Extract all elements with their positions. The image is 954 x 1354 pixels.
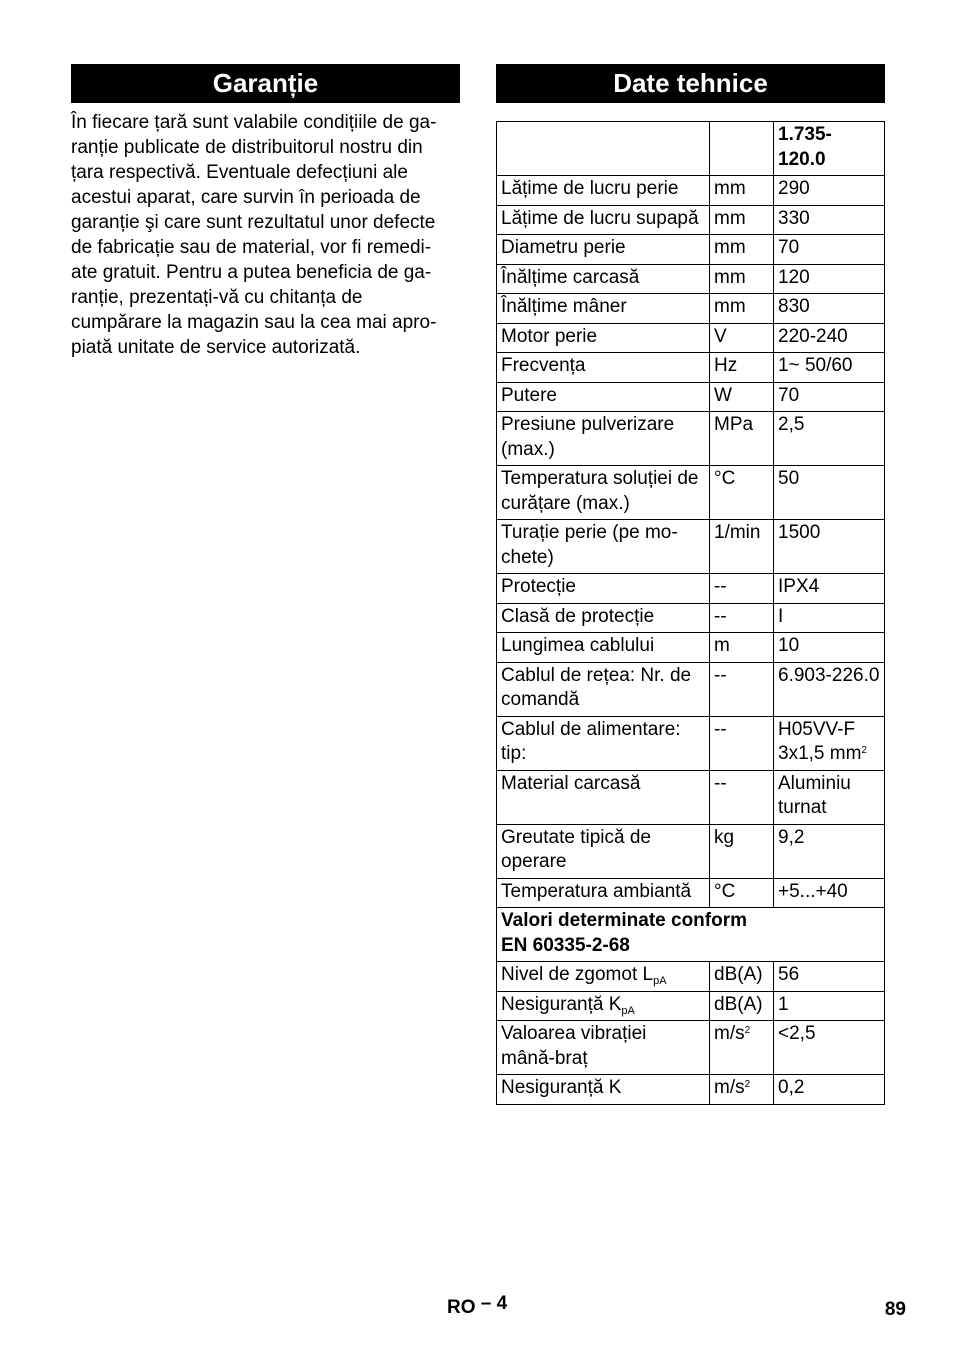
noise-param-subscript: pA <box>621 1004 635 1017</box>
spec-unit-cell: mm <box>710 294 774 324</box>
spec-unit-cell: mm <box>710 235 774 265</box>
spec-param-cell: Motor perie <box>497 323 710 353</box>
spec-param-cell: Înălțime mâner <box>497 294 710 324</box>
spec-row <box>497 176 885 206</box>
spec-value-cell: +5...+40 <box>774 878 885 908</box>
noise-unit-cell <box>710 991 774 1021</box>
garantie-heading: Garanție <box>71 64 460 103</box>
noise-row <box>497 991 885 1021</box>
technical-data-table <box>496 121 885 1105</box>
noise-unit-label: dB(A) <box>714 964 763 985</box>
spec-row <box>497 716 885 770</box>
spec-value-cell: 10 <box>774 633 885 663</box>
spec-row <box>497 662 885 716</box>
section-title-cell <box>497 908 885 962</box>
spec-value-cell: IPX4 <box>774 574 885 604</box>
spec-row <box>497 382 885 412</box>
spec-param-cell: Turație perie (pe mo-chete) <box>497 520 710 574</box>
spec-row <box>497 574 885 604</box>
spec-row <box>497 520 885 574</box>
spec-value-cell: 1~ 50/60 <box>774 353 885 383</box>
footer-dash: – <box>480 1293 492 1314</box>
noise-param-label: Nesiguranță K <box>501 1077 622 1098</box>
noise-unit-superscript: 2 <box>744 1025 751 1036</box>
spec-param-cell: Clasă de protecție <box>497 603 710 633</box>
noise-unit-label: m/s <box>714 1023 745 1044</box>
noise-unit-cell <box>710 1075 774 1105</box>
spec-param-cell: Frecvența <box>497 353 710 383</box>
model-number-line: 1.735- <box>778 124 832 145</box>
garantie-line: piată unitate de service autorizată. <box>71 337 361 358</box>
spec-param-cell: Protecție <box>497 574 710 604</box>
spec-unit-cell: mm <box>710 264 774 294</box>
noise-unit-cell <box>710 962 774 992</box>
noise-unit-cell <box>710 1021 774 1075</box>
spec-param-cell: Lățime de lucru supapă <box>497 205 710 235</box>
garantie-line: ranție publicate de distribuitorul nostru din <box>71 137 423 158</box>
spec-param-cell: Temperatura soluției de curățare (max.) <box>497 466 710 520</box>
garantie-line: În fiecare țară sunt valabile condițiile de ga- <box>71 112 437 133</box>
section-title-line: EN 60335-2-68 <box>501 934 630 956</box>
language-code: RO <box>447 1297 476 1318</box>
garantie-line: acestui aparat, care survin în perioada de <box>71 187 421 208</box>
spec-row <box>497 824 885 878</box>
spec-value-cell: 50 <box>774 466 885 520</box>
spec-row <box>497 412 885 466</box>
model-number-cell <box>774 122 885 176</box>
spec-value-cell: Aluminiu turnat <box>774 770 885 824</box>
spec-row <box>497 603 885 633</box>
noise-value-cell: 56 <box>774 962 885 992</box>
table-header-row <box>497 122 885 176</box>
spec-unit-cell: mm <box>710 205 774 235</box>
spec-row <box>497 264 885 294</box>
noise-unit-superscript: 2 <box>744 1079 751 1090</box>
noise-param-cell <box>497 962 710 992</box>
spec-param-cell: Cablul de alimentare: tip: <box>497 716 710 770</box>
spec-unit-cell: -- <box>710 770 774 824</box>
noise-param-label: Valoarea vibrației mână-braț <box>501 1023 647 1069</box>
noise-value-cell: 1 <box>774 991 885 1021</box>
section-row <box>497 908 885 962</box>
spec-unit-cell: °C <box>710 878 774 908</box>
spec-value-cell <box>774 716 885 770</box>
garantie-line: țara respectivă. Eventuale defecțiuni ale <box>71 162 408 183</box>
spec-value-cell: 830 <box>774 294 885 324</box>
spec-value-cell: 70 <box>774 235 885 265</box>
spec-unit-cell: -- <box>710 603 774 633</box>
spec-unit-cell: -- <box>710 716 774 770</box>
spec-unit-cell: -- <box>710 574 774 604</box>
spec-value-cell: 120 <box>774 264 885 294</box>
spec-param-cell: Presiune pulverizare (max.) <box>497 412 710 466</box>
section-number: 4 <box>496 1293 508 1314</box>
spec-unit-cell: 1/min <box>710 520 774 574</box>
header-empty-cell <box>497 122 710 176</box>
garantie-line: garanție şi care sunt rezultatul unor defecte <box>71 212 436 233</box>
spec-row <box>497 633 885 663</box>
value-line: 3x1,5 mm <box>778 743 862 764</box>
spec-param-cell: Greutate tipică de operare <box>497 824 710 878</box>
spec-row <box>497 878 885 908</box>
noise-row <box>497 1021 885 1075</box>
spec-row <box>497 770 885 824</box>
noise-unit-label: m/s <box>714 1077 745 1098</box>
noise-param-label: Nivel de zgomot L <box>501 964 654 985</box>
spec-row <box>497 466 885 520</box>
spec-param-cell: Diametru perie <box>497 235 710 265</box>
noise-param-label: Nesiguranță K <box>501 993 622 1015</box>
noise-param-subscript: pA <box>653 975 667 987</box>
noise-param-cell <box>497 991 710 1021</box>
noise-row <box>497 1075 885 1105</box>
spec-unit-cell: W <box>710 382 774 412</box>
noise-param-cell <box>497 1075 710 1105</box>
noise-param-cell <box>497 1021 710 1075</box>
spec-param-cell: Temperatura ambiantă <box>497 878 710 908</box>
spec-param-cell: Înălțime carcasă <box>497 264 710 294</box>
noise-row <box>497 962 885 992</box>
spec-param-cell: Lungimea cablului <box>497 633 710 663</box>
spec-param-cell: Material carcasă <box>497 770 710 824</box>
noise-value-cell: 0,2 <box>774 1075 885 1105</box>
spec-unit-cell: °C <box>710 466 774 520</box>
spec-unit-cell: V <box>710 323 774 353</box>
spec-row <box>497 235 885 265</box>
spec-value-cell: 1500 <box>774 520 885 574</box>
spec-param-cell: Putere <box>497 382 710 412</box>
spec-value-cell: 290 <box>774 176 885 206</box>
value-superscript: 2 <box>861 745 867 756</box>
spec-value-cell: I <box>774 603 885 633</box>
spec-value-cell: 70 <box>774 382 885 412</box>
page-number: 89 <box>884 1299 906 1320</box>
spec-unit-cell: MPa <box>710 412 774 466</box>
garantie-line: ranție, prezentați-vă cu chitanța de <box>71 287 363 308</box>
spec-row <box>497 205 885 235</box>
header-empty-cell <box>710 122 774 176</box>
spec-value-cell: 6.903-226.0 <box>774 662 885 716</box>
spec-param-cell: Lățime de lucru perie <box>497 176 710 206</box>
spec-unit-cell: m <box>710 633 774 663</box>
spec-unit-cell: Hz <box>710 353 774 383</box>
spec-unit-cell: mm <box>710 176 774 206</box>
garantie-line: cumpărare la magazin sau la cea mai apro- <box>71 312 437 333</box>
noise-value-cell: <2,5 <box>774 1021 885 1075</box>
model-number-line: 120.0 <box>778 148 826 170</box>
garantie-line: ate gratuit. Pentru a putea beneficia de ga- <box>71 262 432 283</box>
spec-value-cell: 330 <box>774 205 885 235</box>
spec-row <box>497 353 885 383</box>
spec-unit-cell: kg <box>710 824 774 878</box>
date-tehnice-heading: Date tehnice <box>496 64 885 103</box>
page-footer-code <box>447 1293 508 1319</box>
spec-value-cell: 220-240 <box>774 323 885 353</box>
noise-unit-label: dB(A) <box>714 993 763 1015</box>
garantie-text <box>71 110 463 360</box>
section-title-line: Valori determinate conform <box>501 910 748 931</box>
spec-row <box>497 323 885 353</box>
spec-value-cell: 9,2 <box>774 824 885 878</box>
spec-param-cell: Cablul de rețea: Nr. de comandă <box>497 662 710 716</box>
garantie-line: de fabricație sau de material, vor fi remedi- <box>71 237 432 258</box>
spec-value-cell: 2,5 <box>774 412 885 466</box>
spec-unit-cell: -- <box>710 662 774 716</box>
spec-row <box>497 294 885 324</box>
value-line: H05VV-F <box>778 718 856 740</box>
